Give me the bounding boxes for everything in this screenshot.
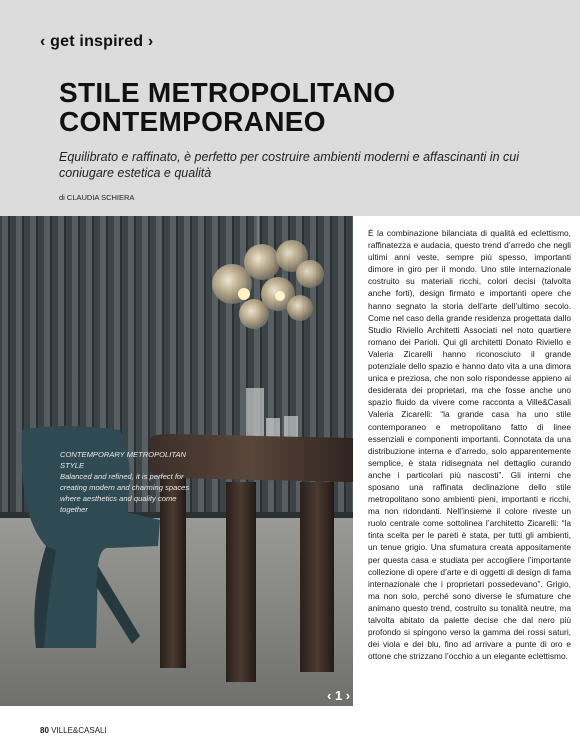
article-title: STILE METROPOLITANO CONTEMPORANEO <box>59 77 396 137</box>
page-footer <box>40 726 107 735</box>
photo-page-marker: ‹ 1 › <box>327 688 351 703</box>
caption-heading: CONTEMPORARY METROPOLITAN STYLE <box>60 450 187 470</box>
magazine-name: VILLE&CASALI <box>51 726 107 735</box>
byline: di CLAUDIA SCHIERA <box>59 193 135 202</box>
interior-photo <box>0 216 353 706</box>
article-body: È la combinazione bilanciata di qualità ed eclettismo, raffinatezza e audacia, questo trend d’arredo che negli ultimi anni veste, sempre più spesso, importanti dimore in giro per il mondo. Uno stile internazionale costruito su materiali ricchi, colori decisi (talvolta anche forti), design firmato e importanti opere che hanno segnato la storia dell’arte dell’ultimo secolo. Come nel caso della grande residenza progettata dallo Studio Riviello Architetti Associati nel noto quartiere romano dei Parioli. Qui gli architetti Donato Riviello e Valeria Zicarelli hanno riconosciuto il grande potenziale dello spazio e hanno dato vita a una dimora unica e preziosa, che non solo rispondesse appieno ai desiderata dei proprietari, ma che fosse anche uno spazio fluido da vivere come racconta a Ville&Casali Valeria Zicarelli: “la grande casa ha uno stile contemporaneo e metropolitano fatto di linee essenziali e componenti importanti. Connotata da una distribuzione interna e d’arredo, solo apparentemente semplice, è stata ridisegnata nel dettaglio curando anche i particolari più nascosti”. Gli interni che sposano una raffinata declinazione dello stile metropolitano sono ambienti pieni, importanti e ricchi, ma non ridondanti. Nell’insieme il colore riveste un ruolo centrale come sottolinea l’architetto Zicarelli: “la tinta scelta per le pareti è stata, per tutti gli ambienti, un tenue grigio. Una sfumatura creata appositamente per questa casa e studiata per accogliere l’importante collezione di opere d’arte e di oggetti di design di fama internazionale che i proprietari possedevano”. Grigio, ma non solo, perché sono diverse le sfumature che animano questo trend, costruito su tonalità neutre, ma talvolta abitato da palette decise che dal nero più profondo si spingono verso la gamma dei rossi saturi, dei viola e dei blu, fino ad arrivare a punte di oro e ottone che strizzano l’occhio a un elegante eclettismo. <box>368 228 571 662</box>
caption-text: Balanced and refined, it is perfect for creating modern and charming spaces where aesthetics and quality come together <box>60 472 190 514</box>
article-subtitle: Equilibrato e raffinato, è perfetto per costruire ambienti moderni e affascinanti in cui coniugare estetica e qualità <box>59 150 519 180</box>
section-kicker: ‹ get inspired › <box>40 33 154 50</box>
page-number: 80 <box>40 726 49 735</box>
header-band <box>0 0 580 216</box>
photo-caption <box>60 449 200 515</box>
